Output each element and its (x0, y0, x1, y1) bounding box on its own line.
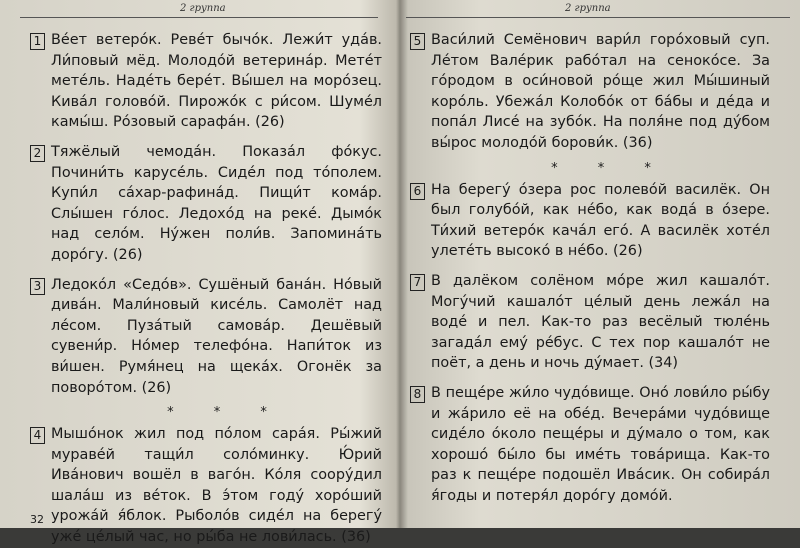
exercise-text: В пеще́ре жи́ло чудо́вище. Оно́ лови́ло ры́бу и жа́рило её на обе́д. Вечера́ми чудо́вище сиде́ло о́коло пеще́ры и ду́мало о том, как хорошо́ бы́ло бы име́ть това́рища. Как-то раз к пеще́ре подошёл Ива́сик. Он собира́л я́годы и потеря́л доро́гу домо́й. (431, 384, 770, 504)
exercise-text: На берегу́ о́зера рос полево́й василёк. Он был голубо́й, как не́бо, как вода́ в о́зере. Ти́хий ветеро́к кача́л его́. А василёк хоте́л улете́ть высоко́ в не́бо. (26) (431, 181, 770, 260)
exercise-number: 7 (410, 274, 425, 291)
exercise-1 (30, 30, 382, 133)
exercise-text: Ве́ет ветеро́к. Реве́т бычо́к. Лежи́т уда́в. Ли́повый мёд. Молодо́й ветерина́р. Мете́т мете́ль. Наде́ть бере́т. Вы́шел на моро́зец. Кива́л голово́й. Пирожо́к с ри́сом. Шуме́л камы́ш. Ро́зовый сарафа́н. (26) (51, 32, 382, 131)
section-divider: * * * (167, 405, 285, 421)
exercise-5 (410, 30, 770, 154)
exercise-text: Васи́лий Семёнович вари́л горо́ховый суп. Ле́том Вале́рик рабо́тал на сеноко́се. За го́родом в оси́новой ро́щe жил Мы́шиный коро́ль. Убежа́л Колобо́к от ба́бы и де́да и попа́л Лисе́ на зубо́к. На поля́не под ду́бом вы́рос молодо́й борови́к. (36) (431, 32, 770, 151)
header-rule (406, 17, 790, 18)
page-header: 2 группа (180, 3, 226, 14)
exercise-number: 2 (30, 145, 45, 162)
exercise-2 (30, 142, 382, 266)
exercise-8 (410, 383, 770, 507)
exercise-number: 3 (30, 278, 45, 295)
right-page (400, 0, 800, 528)
exercise-text: Тяжёлый чемода́н. Показа́л фо́кус. Почини́ть карусе́ль. Сиде́л под то́полем. Купи́л са́хар-рафина́д. Пищи́т кома́р. Слы́шен го́лос. Ледохо́д на реке́. Дымо́к над село́м. Ну́жен поли́в. Запомина́ть доро́гу. (26) (51, 143, 382, 263)
exercise-text: Ледоко́л «Седо́в». Сушёный бана́н. Но́вый дива́н. Мали́новый кисе́ль. Самолёт над ле́сом. Пуза́тый самова́р. Дешёвый сувени́р. Но́мер телефо́на. Напи́ток из ви́шен. Румя́нец на щека́х. Огонёк за поворо́том. (26) (51, 276, 382, 396)
page-header: 2 группа (565, 3, 611, 14)
exercise-number: 8 (410, 386, 425, 403)
exercise-text: Мышо́нок жил под по́лом сара́я. Ры́жий мураве́й тащи́л соло́минку. Ю́рий Ива́нович вошёл в ваго́н. Ко́ля соору́дил шала́ш из ве́ток. В э́том году́ хоро́ший урожа́й я́блок. Рыболо́в сиде́л на берегу́ уже́ це́лый час, но ры́ба не лови́лась. (36) (51, 426, 382, 546)
section-divider: * * * (551, 160, 669, 176)
page-number: 32 (30, 513, 44, 526)
exercise-number: 6 (410, 183, 425, 200)
exercise-4 (30, 424, 382, 548)
exercise-text: В далёком солёном мо́ре жил кашало́т. Могу́чий кашало́т це́лый день лежа́л на воде́ и пел. Как-то раз весёлый тюле́нь загада́л ему́ ре́бус. С тех пор кашало́т не поёт, а день и ночь ду́мает. (34) (431, 272, 770, 372)
left-page (0, 0, 392, 546)
exercise-3 (30, 275, 382, 399)
header-rule (20, 17, 378, 18)
exercise-7 (410, 271, 770, 374)
exercise-number: 1 (30, 33, 45, 50)
exercise-number: 4 (30, 427, 45, 444)
exercise-number: 5 (410, 33, 425, 50)
exercise-6 (410, 180, 770, 262)
